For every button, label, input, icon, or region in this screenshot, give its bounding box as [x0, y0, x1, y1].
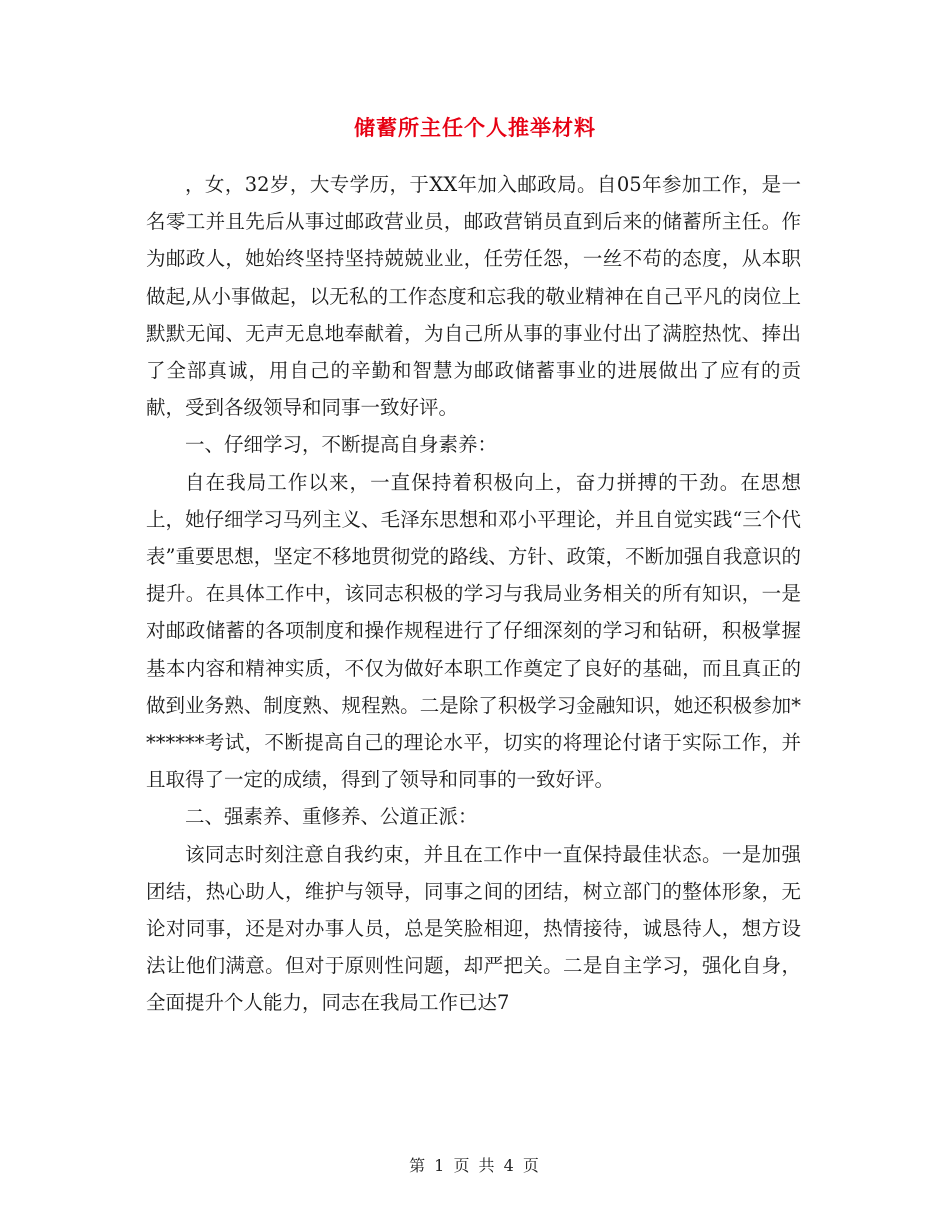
- document-body: [146, 166, 801, 1022]
- page-number-footer: 第 1 页 共 4 页: [409, 1156, 541, 1175]
- document-title: 储蓄所主任个人推举材料: [354, 115, 596, 140]
- study-paragraph: 自在我局工作以来，一直保持着积极向上，奋力拼搏的干劲。在思想上，她仔细学习马列主义、毛泽东思想和邓小平理论，并且自觉实践“三个代表”重要思想，坚定不移地贯彻党的路线、方针、政策，不断加强自我意识的提升。在具体工作中，该同志积极的学习与我局业务相关的所有知识，一是对邮政储蓄的各项制度和操作规程进行了仔细深刻的学习和钻研，积极掌握基本内容和精神实质，不仅为做好本职工作奠定了良好的基础，而且真正的做到业务熟、制度熟、规程熟。二是除了积极学习金融知识，她还积极参加*******考试，不断提高自己的理论水平，切实的将理论付诸于实际工作，并且取得了一定的成绩，得到了领导和同事的一致好评。: [146, 470, 801, 792]
- section-heading-study: 一、仔细学习，不断提高自身素养：: [185, 433, 498, 457]
- intro-paragraph: ，女，32岁，大专学历，于XX年加入邮政局。自05年参加工作，是一名零工并且先后从事过邮政营业员，邮政营销员直到后来的储蓄所主任。作为邮政人，她始终坚持坚持兢兢业业，任劳任怨，一丝不苟的态度，从本职做起,从小事做起，以无私的工作态度和忘我的敬业精神在自己平凡的岗位上默默无闻、无声无息地奉献着，为自己所从事的事业付出了满腔热忱、捧出了全部真诚，用自己的辛勤和智慧为邮政储蓄事业的进展做出了应有的贡献，受到各级领导和同事一致好评。: [146, 173, 801, 420]
- integrity-paragraph: 该同志时刻注意自我约束，并且在工作中一直保持最佳状态。一是加强团结，热心助人，维护与领导，同事之间的团结，树立部门的整体形象，无论对同事，还是对办事人员，总是笑脸相迎，热情接待，诚恳待人，想方设法让他们满意。但对于原则性问题，却严把关。二是自主学习，强化自身，全面提升个人能力，同志在我局工作已达7: [146, 842, 801, 1015]
- section-heading-integrity: 二、强素养、重修养、公道正派：: [185, 805, 478, 829]
